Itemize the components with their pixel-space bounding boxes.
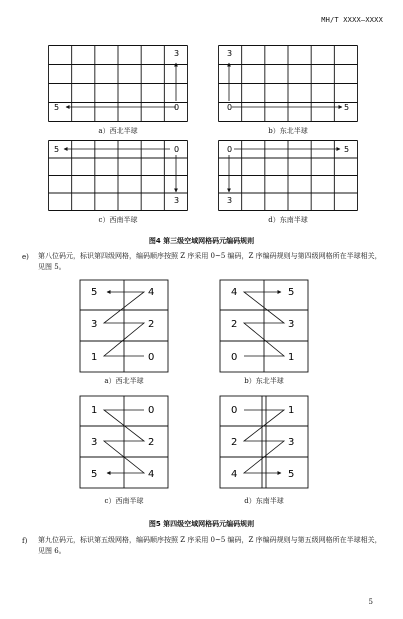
fig5a-digit-mid-right: 2 <box>148 319 155 330</box>
fig5-panel-d-grid <box>220 396 308 488</box>
fig5-panel-b-grid <box>220 280 308 372</box>
item-f-marker: f) <box>22 537 28 545</box>
item-e-marker: e) <box>22 253 29 261</box>
fig5b-digit-mid-left: 2 <box>231 319 238 330</box>
fig5c-digit-bot-left: 5 <box>91 469 98 480</box>
fig4c-label: c）西南半球 <box>98 216 138 224</box>
fig4c-start-digit: 0 <box>174 145 180 154</box>
fig4b-end-digit: 5 <box>344 103 350 112</box>
fig4b-label: b）东北半球 <box>268 127 308 135</box>
fig4b-start-digit: 0 <box>227 103 233 112</box>
fig4c-corner-digit: 3 <box>174 196 180 205</box>
fig5d-label: d）东南半球 <box>244 497 284 505</box>
fig5b-digit-bot-right: 1 <box>288 352 295 363</box>
fig5b-digit-mid-right: 3 <box>288 319 295 330</box>
fig5b-digit-top-left: 4 <box>231 287 238 298</box>
fig4-panel-d-grid <box>218 140 358 211</box>
fig5a-digit-bot-left: 1 <box>91 352 98 363</box>
fig5d-digit-bot-left: 4 <box>231 469 238 480</box>
fig5a-digit-mid-left: 3 <box>91 319 98 330</box>
fig4b-corner-digit: 3 <box>227 49 233 58</box>
fig5b-label: b）东北半球 <box>244 377 284 385</box>
fig4d-start-digit: 0 <box>227 145 233 154</box>
fig5c-digit-mid-right: 2 <box>148 437 155 448</box>
fig4a-corner-digit: 3 <box>174 49 180 58</box>
fig4-panel-c-grid <box>48 140 188 211</box>
fig5d-digit-bot-right: 5 <box>288 469 295 480</box>
figure4-caption: 图4 第三级空域网格码元编码规则 <box>148 237 255 245</box>
item-f-text: 第九位码元，标识第五级网格，编码顺序按照 Z 序采用 0~5 编码，Z 序编码规则与第五级网格所在半球相关，见图 6。 <box>38 536 382 555</box>
fig5-panel-c-grid <box>80 396 168 488</box>
fig4-panel-b-grid <box>218 45 358 122</box>
fig5b-digit-top-right: 5 <box>288 287 295 298</box>
fig5a-label: a）西北半球 <box>104 377 144 385</box>
fig4a-start-digit: 0 <box>174 103 180 112</box>
fig5c-digit-mid-left: 3 <box>91 437 98 448</box>
fig5d-digit-top-left: 0 <box>231 405 238 416</box>
fig4d-corner-digit: 3 <box>227 196 233 205</box>
fig5-panel-a-grid <box>80 280 168 372</box>
fig5b-digit-bot-left: 0 <box>231 352 238 363</box>
page-number: 5 <box>368 598 373 606</box>
fig5c-label: c）西南半球 <box>104 497 144 505</box>
fig5d-digit-top-right: 1 <box>288 405 295 416</box>
fig4-panel-a-grid <box>48 45 188 122</box>
fig4c-end-digit: 5 <box>54 145 60 154</box>
fig4d-end-digit: 5 <box>344 145 350 154</box>
document-id: MH/T XXXX—XXXX <box>321 16 383 24</box>
fig5a-digit-top-left: 5 <box>91 287 98 298</box>
fig4d-label: d）东南半球 <box>268 216 308 224</box>
fig4a-end-digit: 5 <box>54 103 60 112</box>
fig5a-digit-top-right: 4 <box>148 287 155 298</box>
fig5d-digit-mid-left: 2 <box>231 437 238 448</box>
fig4a-label: a）西北半球 <box>98 127 138 135</box>
fig5c-digit-bot-right: 4 <box>148 469 155 480</box>
item-e-text: 第八位码元，标识第四级网格，编码顺序按照 Z 序采用 0~5 编码，Z 序编码规则与第四级网格所在半球相关，见图 5。 <box>38 252 382 271</box>
fig5a-digit-bot-right: 0 <box>148 352 155 363</box>
fig5c-digit-top-right: 0 <box>148 405 155 416</box>
fig5d-digit-mid-right: 3 <box>288 437 295 448</box>
figure5-caption: 图5 第四级空域网格码元编码规则 <box>148 520 255 528</box>
fig5c-digit-top-left: 1 <box>91 405 98 416</box>
